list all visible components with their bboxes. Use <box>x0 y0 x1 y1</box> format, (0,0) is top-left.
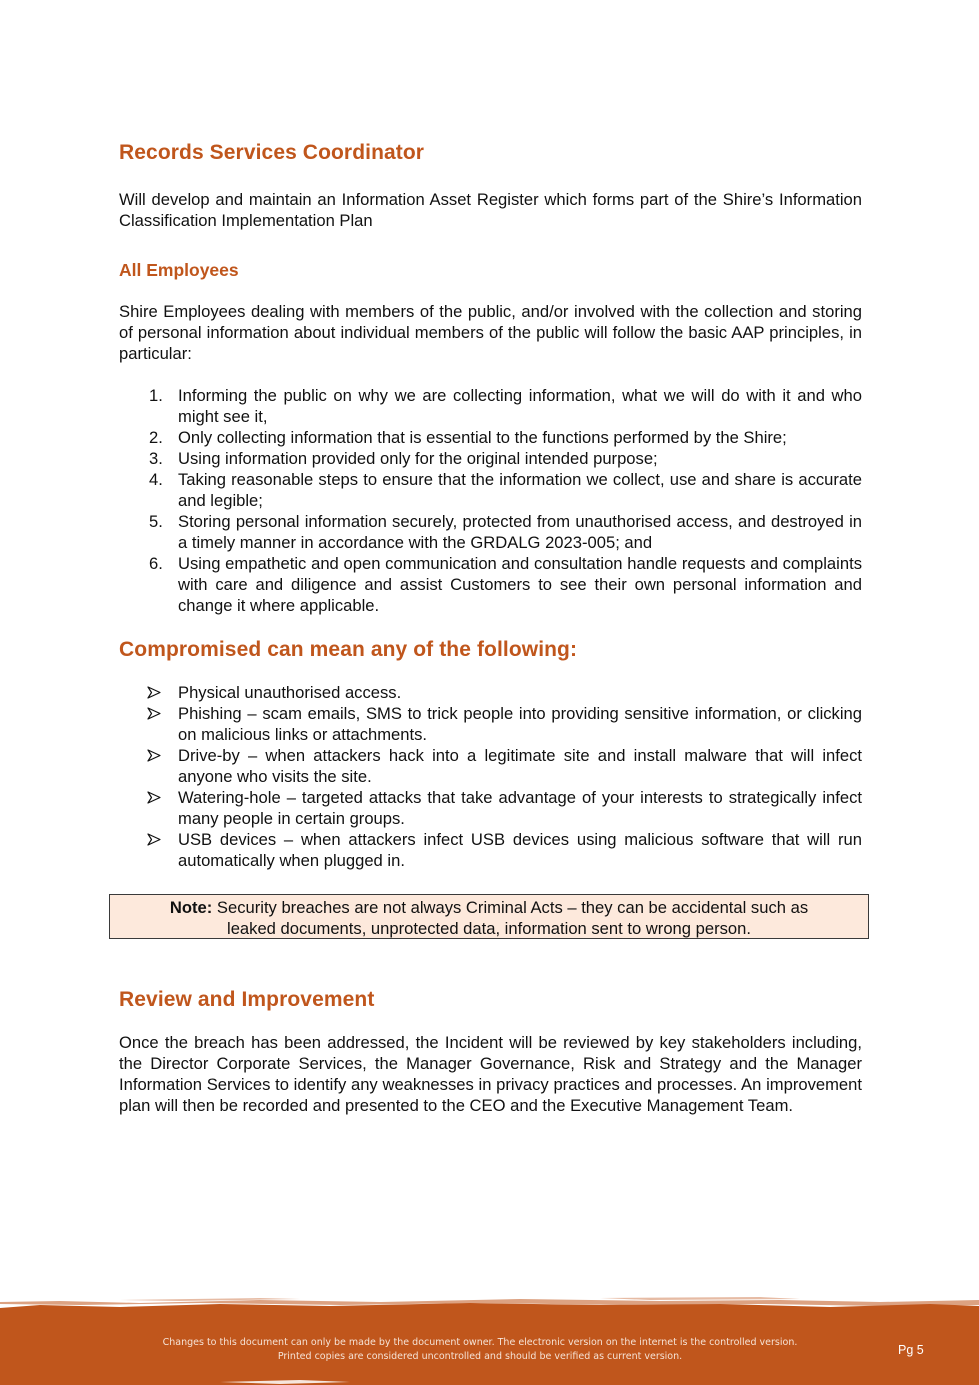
review-heading: Review and Improvement <box>119 988 375 1011</box>
list-number: 2. <box>149 428 163 447</box>
list-number: 5. <box>149 512 163 531</box>
note-line-1 <box>110 897 868 918</box>
list-item <box>119 829 862 871</box>
arrowhead-bullet-icon <box>147 707 161 720</box>
list-item <box>119 511 862 553</box>
arrowhead-bullet-icon <box>147 791 161 804</box>
list-item <box>119 703 862 745</box>
list-number: 3. <box>149 449 163 468</box>
principles-list <box>119 385 862 616</box>
records-heading: Records Services Coordinator <box>119 141 425 164</box>
note-text-2: leaked documents, unprotected data, information sent to wrong person. <box>227 919 751 938</box>
list-text: USB devices – when attackers infect USB devices using malicious software that will run automatically when plugged in. <box>178 830 862 870</box>
list-number: 6. <box>149 554 163 573</box>
footer-line-1: Changes to this document can only be made by the document owner. The electronic version on the internet is the controlled version. <box>162 1337 798 1348</box>
review-section <box>119 986 862 1116</box>
list-number: 1. <box>149 386 163 405</box>
list-text: Storing personal information securely, protected from unauthorised access, and destroyed in a timely manner in accordance with the GRDALG 2023-005; and <box>178 512 862 552</box>
list-item <box>119 787 862 829</box>
page-content <box>119 139 862 871</box>
list-text: Drive-by – when attackers hack into a legitimate site and install malware that will infect anyone who visits the site. <box>178 746 862 786</box>
list-text: Watering-hole – targeted attacks that take advantage of your interests to strategically infect many people in certain groups. <box>178 788 862 828</box>
arrowhead-bullet-icon <box>147 749 161 762</box>
page-number: Pg 5 <box>898 1343 924 1357</box>
list-item <box>119 427 862 448</box>
list-text: Only collecting information that is essential to the functions performed by the Shire; <box>178 428 787 447</box>
footer-line-2: Printed copies are considered uncontrolled and should be verified as current version. <box>277 1351 683 1362</box>
arrowhead-bullet-icon <box>147 686 161 699</box>
list-text: Physical unauthorised access. <box>178 683 402 702</box>
list-text: Using information provided only for the original intended purpose; <box>178 449 658 468</box>
list-item <box>119 745 862 787</box>
employees-intro: Shire Employees dealing with members of the public, and/or involved with the collection and storing of personal information about individual members of the public will follow the basic AAP principles, in particular: <box>119 302 862 363</box>
footer-disclaimer <box>140 1336 820 1364</box>
list-text: Taking reasonable steps to ensure that the information we collect, use and share is accurate and legible; <box>178 470 862 510</box>
compromised-heading: Compromised can mean any of the following: <box>119 638 578 661</box>
records-body: Will develop and maintain an Information Asset Register which forms part of the Shire’s Information Classification Implementation Plan <box>119 190 862 230</box>
review-body: Once the breach has been addressed, the Incident will be reviewed by key stakeholders including, the Director Corporate Services, the Manager Governance, Risk and Strategy and the Manager Information Services to identify any weaknesses in privacy practices and processes. An improvement plan will then be recorded and presented to the CEO and the Executive Management Team. <box>119 1033 862 1115</box>
list-text: Informing the public on why we are collecting information, what we will do with it and who might see it, <box>178 386 862 426</box>
employees-heading: All Employees <box>119 260 239 280</box>
list-number: 4. <box>149 470 163 489</box>
arrowhead-bullet-icon <box>147 833 161 846</box>
compromised-list <box>119 682 862 871</box>
list-text: Phishing – scam emails, SMS to trick people into providing sensitive information, or clicking on malicious links or attachments. <box>178 704 862 744</box>
list-item <box>119 448 862 469</box>
list-text: Using empathetic and open communication and consultation handle requests and complaints with care and diligence and assist Customers to see their own personal information and change it where applicable. <box>178 554 862 615</box>
note-label: Note: <box>169 898 213 917</box>
list-item <box>119 385 862 427</box>
note-text-1: Security breaches are not always Criminal Acts – they can be accidental such as <box>216 898 809 917</box>
list-item <box>119 682 862 703</box>
list-item <box>119 553 862 616</box>
note-box <box>109 894 869 939</box>
list-item <box>119 469 862 511</box>
